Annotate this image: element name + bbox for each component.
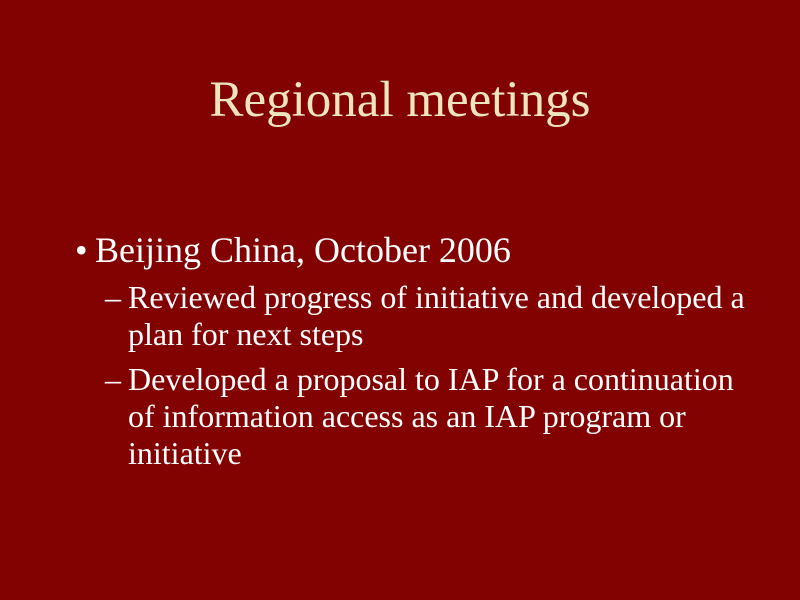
sub-bullet-line: Developed a proposal to IAP for a continuation bbox=[128, 361, 734, 397]
bullet-marker-icon: • bbox=[75, 230, 88, 270]
sub-bullet-item bbox=[105, 361, 770, 472]
bullet-item bbox=[75, 228, 770, 272]
sub-bullet-line: Reviewed progress of initiative and developed a bbox=[128, 279, 745, 315]
sub-bullet-line: of information access as an IAP program or bbox=[128, 398, 686, 434]
sub-bullet-line: initiative bbox=[128, 435, 242, 471]
sub-bullet-text bbox=[128, 279, 745, 353]
bullet-text: Beijing China, October 2006 bbox=[95, 230, 511, 270]
sub-bullet-list bbox=[105, 279, 770, 472]
dash-marker-icon: – bbox=[105, 361, 121, 397]
sub-bullet-line: plan for next steps bbox=[128, 316, 364, 352]
dash-marker-icon: – bbox=[105, 279, 121, 315]
slide-title: Regional meetings bbox=[209, 72, 591, 128]
slide-body bbox=[0, 228, 770, 472]
sub-bullet-item bbox=[105, 279, 770, 353]
sub-bullet-text bbox=[128, 361, 734, 472]
